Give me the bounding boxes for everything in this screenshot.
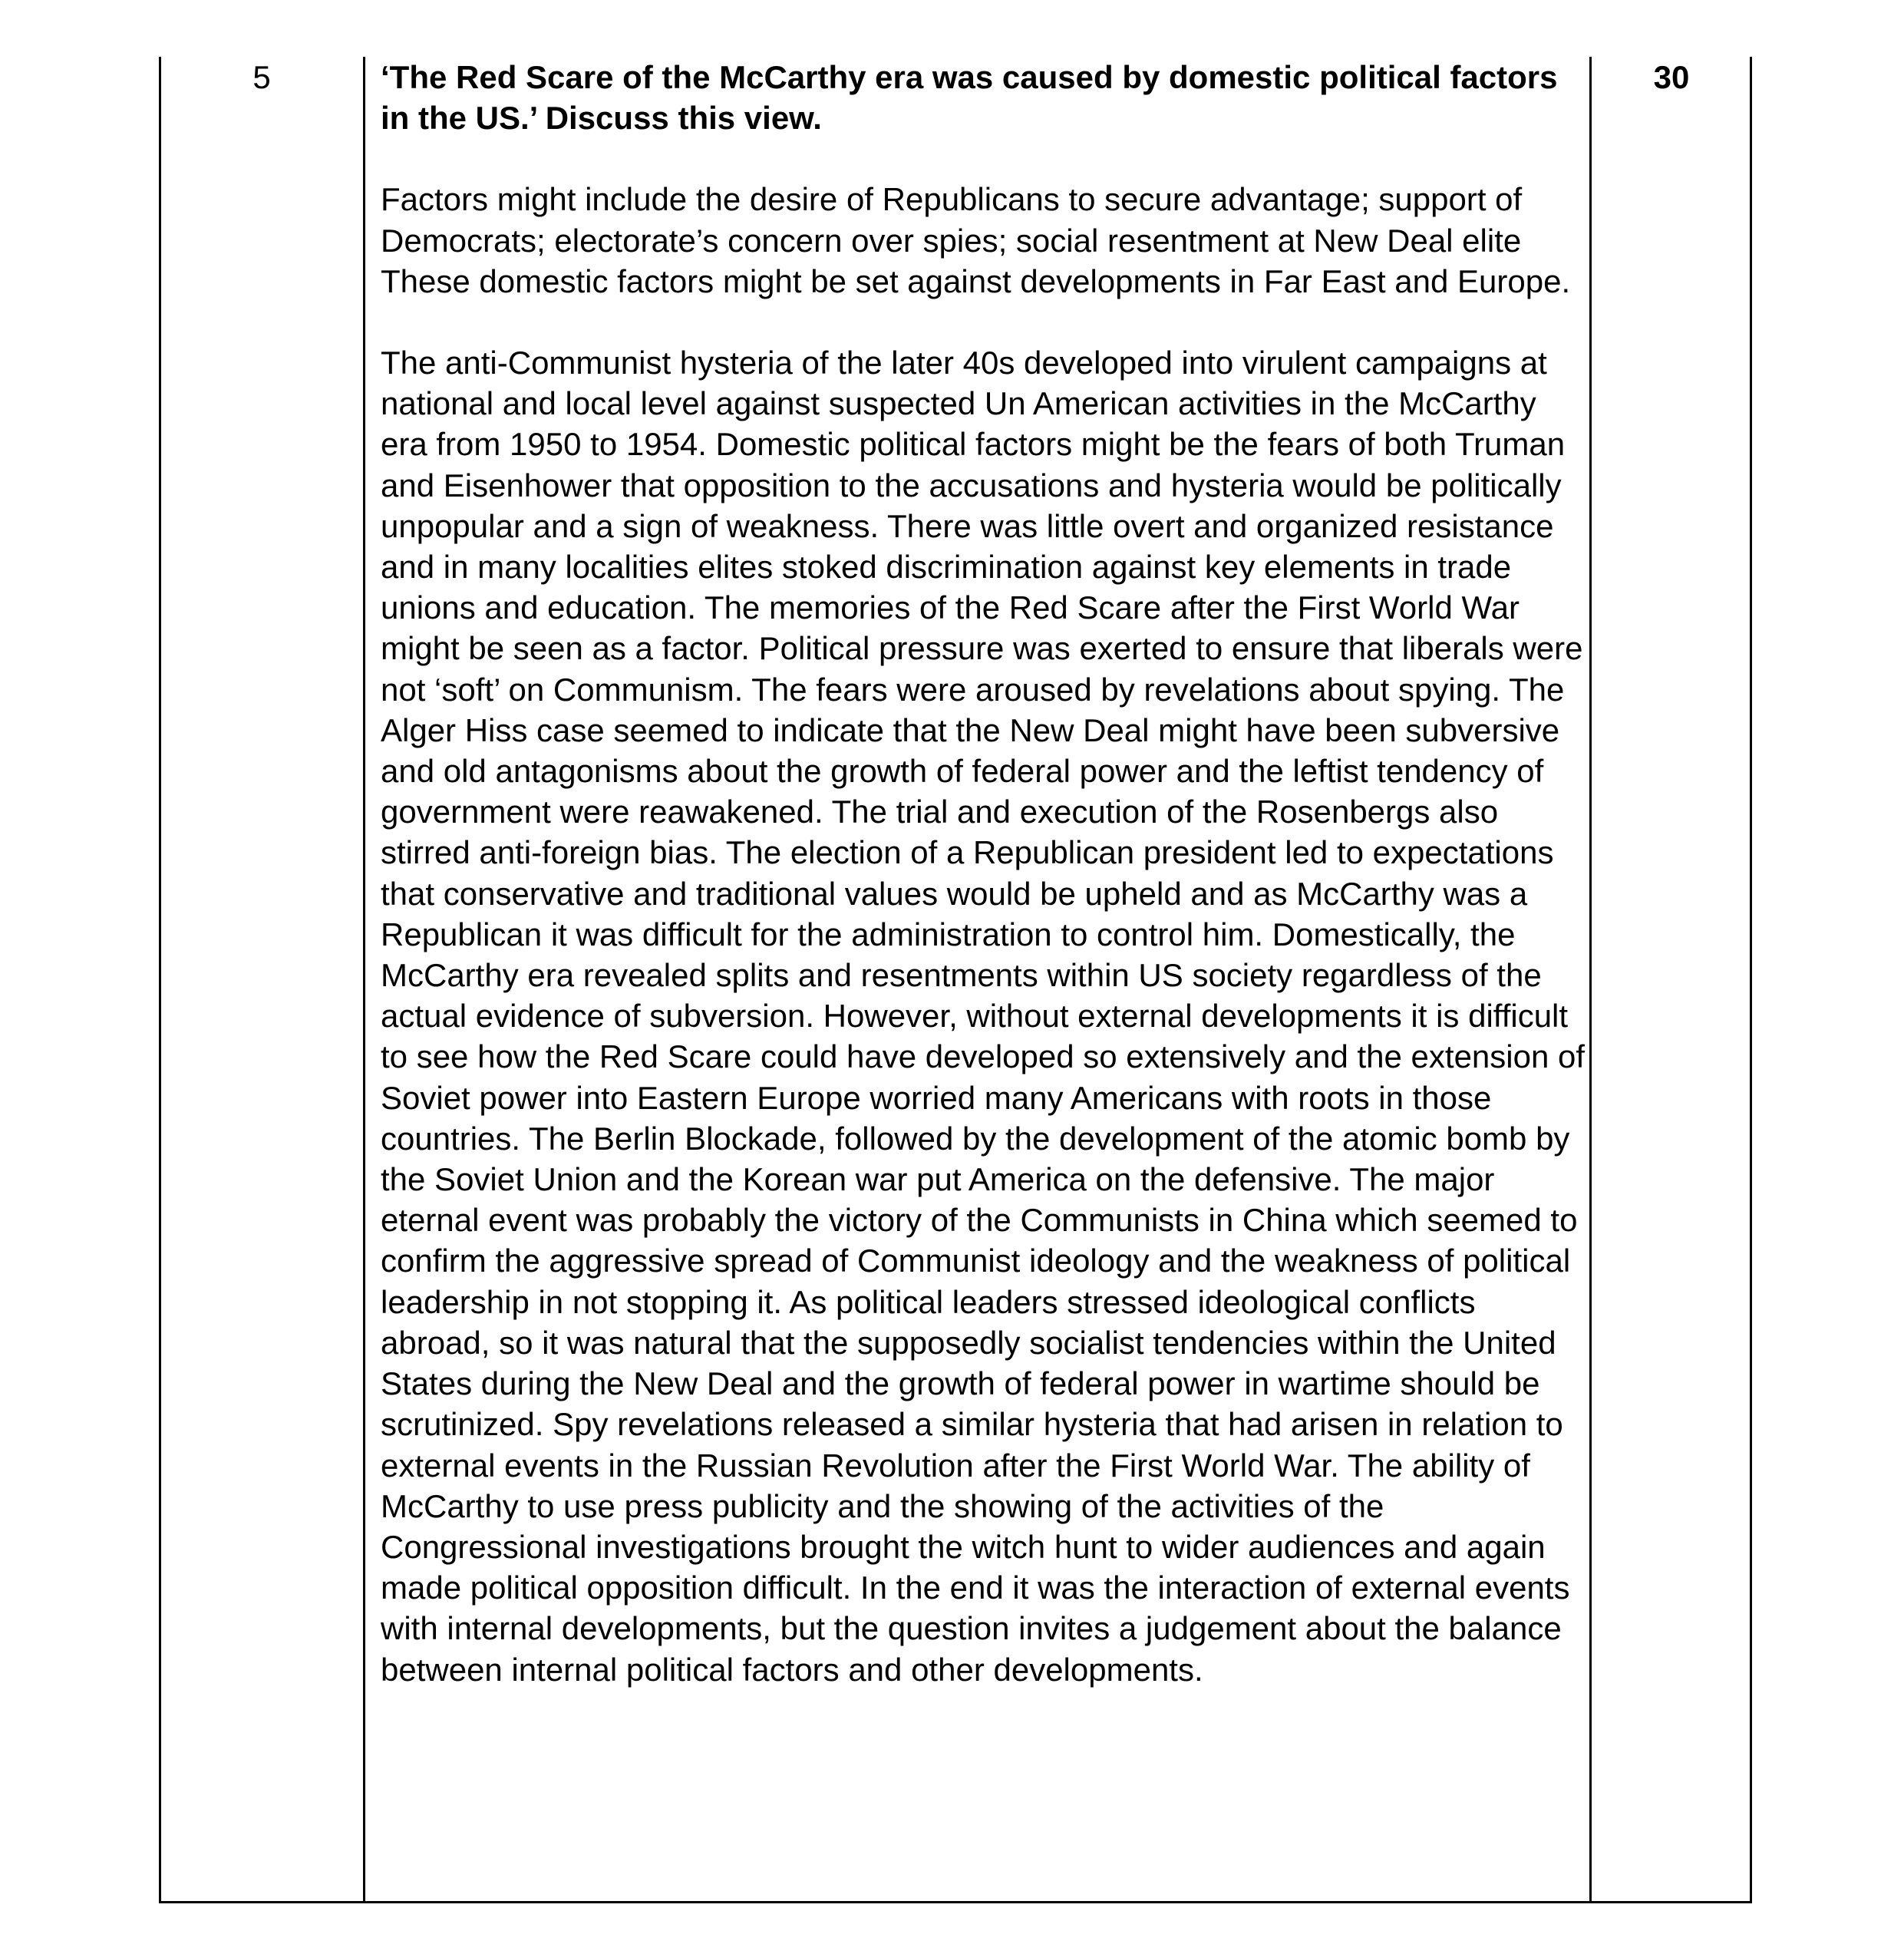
table-border-right — [1750, 57, 1752, 1903]
column-divider-number — [363, 57, 365, 1903]
question-number: 5 — [252, 59, 271, 95]
question-text: ‘The Red Scare of the McCarthy era was caused by domestic political factors in the US.’ Discuss this view. — [381, 59, 1558, 137]
question-marks: 30 — [1653, 59, 1690, 95]
guidance-paragraph-1: Factors might include the desire of Republicans to secure advantage; support of Democrats; electorate’s concern over spies; social resentment at New Deal elite These domestic factors might be set against developments in Far East and Europe. — [381, 181, 1571, 299]
table-border-left — [159, 57, 161, 1903]
table-border-bottom — [159, 1901, 1752, 1903]
guidance-paragraph-2: The anti-Communist hysteria of the later 40s developed into virulent campaigns at national and local level against suspected Un American activities in the McCarthy era from 1950 to 1954. Domestic political factors might be the fears of both Truman and Eisenhower that opposition to the accusations and hysteria would be politically unpopular and a sign of weakness. There was little overt and organized resistance and in many localities elites stoked discrimination against key elements in trade unions and education. The memories of the Red Scare after the First World War might be seen as a factor. Political pressure was exerted to ensure that liberals were not ‘soft’ on Communism. The fears were aroused by revelations about spying. The Alger Hiss case seemed to indicate that the New Deal might have been subversive and old antagonisms about the growth of federal power and the leftist tendency of government were reawakened. The trial and execution of the Rosenbergs also stirred anti-foreign bias. The election of a Republican president led to expectations that conservative and traditional values would be upheld and as McCarthy was a Republican it was difficult for the administration to control him. Domestically, the McCarthy era revealed splits and resentments within US society regardless of the actual evidence of subversion. However, without external developments it is difficult to see how the Red Scare could have developed so extensively and the extension of Soviet power into Eastern Europe worried many Americans with roots in those countries. The Berlin Blockade, followed by the development of the atomic bomb by the Soviet Union and the Korean war put America on the defensive. The major eternal event was probably the victory of the Communists in China which seemed to confirm the aggressive spread of Communist ideology and the weakness of political leadership in not stopping it. As political leaders stressed ideological conflicts abroad, so it was natural that the supposedly socialist tendencies within the United States during the New Deal and the growth of federal power in wartime should be scrutinized. Spy revelations released a similar hysteria that had arisen in relation to external events in the Russian Revolution after the First World War. The ability of McCarthy to use press publicity and the showing of the activities of the Congressional investigations brought the witch hunt to wider audiences and again made political opposition difficult. In the end it was the interaction of external events with internal developments, but the question invites a judgement about the balance between internal political factors and other developments. — [381, 345, 1586, 1688]
mark-scheme-table — [159, 57, 1752, 1903]
column-divider-marks — [1589, 57, 1592, 1903]
question-content — [381, 57, 1587, 1690]
